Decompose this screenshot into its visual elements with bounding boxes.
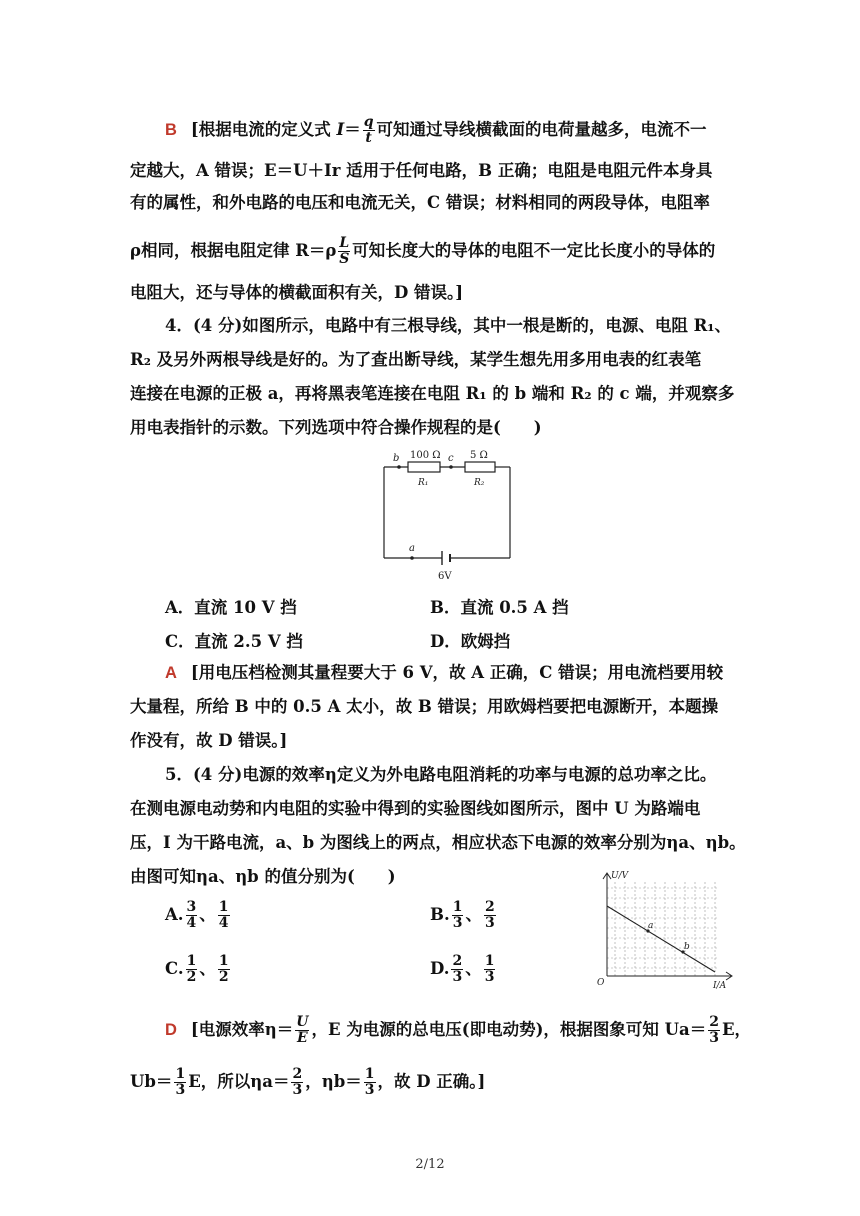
q4-stem-line-3: 连接在电源的正极 a，再将黑表笔连接在电阻 R₁ 的 b 端和 R₂ 的 c 端，并观察多	[130, 384, 735, 403]
q3-answer-letter: B	[165, 121, 177, 139]
origin-label: O	[597, 978, 605, 988]
battery-voltage: 6V	[438, 571, 452, 582]
q3-explanation-line-2: 定越大，A 错误；E＝U＋Ir 适用于任何电路，B 正确；电阻是电阻元件本身具	[130, 161, 713, 180]
q5-stem-line-2: 在测电源电动势和内电阻的实验中得到的实验图线如图所示，图中 U 为路端电	[130, 799, 701, 818]
q5-explanation-line-2: Ub＝ $\frac{1}{3}$ E，所以ηa＝ $\frac{2}{3}$ ，ηb＝ $\frac{1}{3}$ ，故 D 正确。]	[130, 1066, 486, 1098]
node-c	[449, 465, 453, 469]
q4-stem-line-1: 4．(4 分)如图所示，电路中有三根导线，其中一根是断的，电源、电阻 R₁、	[165, 316, 732, 335]
y-axis-label: U/V	[611, 871, 629, 881]
q3-explanation-line-4: ρ相同，根据电阻定律 R＝ρ $\frac{L}{S}$ 可知长度大的导体的电阻不一定比长度小的导体的	[130, 235, 716, 267]
r2-label: R₂	[474, 478, 485, 488]
q4-option-a[interactable]: A．直流 10 V 挡	[165, 598, 297, 617]
label-a: a	[409, 543, 415, 554]
fraction-q-over-t: $\frac{q}{t}$	[363, 114, 374, 146]
q4-explanation-line-1: A [用电压档检测其量程要大于 6 V，故 A 正确，C 错误；用电流档要用较	[165, 663, 724, 682]
q5-stem-line-3: 压，I 为干路电流，a、b 为图线上的两点，相应状态下电源的效率分别为ηa、ηb。	[130, 833, 746, 852]
u-i-graph	[595, 868, 735, 990]
q4-explanation-line-3: 作没有，故 D 错误。]	[130, 731, 288, 750]
page-number: 2/12	[415, 1157, 445, 1172]
circuit-diagram	[370, 448, 520, 586]
q5-option-a[interactable]: A. $\frac{3}{4}$ 、 $\frac{1}{4}$	[165, 899, 229, 931]
node-b	[397, 465, 401, 469]
point-a-label: a	[648, 921, 654, 931]
node-a	[410, 556, 414, 560]
fraction-l-over-s: $\frac{L}{S}$	[339, 235, 350, 267]
q5-stem-line-4: 由图可知ηa、ηb 的值分别为( )	[130, 867, 396, 886]
q5-stem-line-1: 5．(4 分)电源的效率η定义为外电路电阻消耗的功率与电源的总功率之比。	[165, 765, 717, 784]
q3-explanation-line-5: 电阻大，还与导体的横截面积有关，D 错误。]	[130, 283, 464, 302]
q4-option-c[interactable]: C．直流 2.5 V 挡	[165, 632, 303, 651]
q5-option-c[interactable]: C. $\frac{1}{2}$ 、 $\frac{1}{2}$	[165, 953, 229, 985]
q5-answer-letter: D	[165, 1021, 177, 1039]
q4-stem-line-2: R₂ 及另外两根导线是好的。为了查出断导线，某学生想先用多用电表的红表笔	[130, 350, 702, 369]
q5-option-b[interactable]: B. $\frac{1}{3}$ 、 $\frac{2}{3}$	[430, 899, 495, 931]
r2-value: 5 Ω	[470, 450, 488, 461]
q4-answer-letter: A	[165, 664, 177, 682]
q5-option-d[interactable]: D. $\frac{2}{3}$ 、 $\frac{1}{3}$	[430, 953, 495, 985]
point-b-label: b	[684, 942, 690, 952]
q4-option-d[interactable]: D．欧姆挡	[430, 632, 511, 651]
q3-explanation-line-3: 有的属性，和外电路的电压和电流无关，C 错误；材料相同的两段导体，电阻率	[130, 193, 710, 212]
r1-label: R₁	[418, 478, 429, 488]
q4-stem-line-4: 用电表指针的示数。下列选项中符合操作规程的是( )	[130, 418, 542, 437]
label-b: b	[393, 453, 400, 464]
q3-explanation-line-1: B [根据电流的定义式 I＝ $\frac{q}{t}$ 可知通过导线横截面的电荷量越多，电流不一	[165, 114, 707, 146]
q4-option-b[interactable]: B．直流 0.5 A 挡	[430, 598, 569, 617]
label-c: c	[448, 453, 454, 464]
q5-explanation-line-1: D [电源效率η＝ $\frac{U}{E}$ ，E 为电源的总电压(即电动势)，根据图象可知 Ua＝ $\frac{2}{3}$ E，	[165, 1014, 752, 1046]
q4-explanation-line-2: 大量程，所给 B 中的 0.5 A 太小，故 B 错误；用欧姆档要把电源断开，本题操	[130, 697, 719, 716]
x-axis-label: I/A	[713, 981, 727, 990]
r1-value: 100 Ω	[410, 450, 441, 461]
